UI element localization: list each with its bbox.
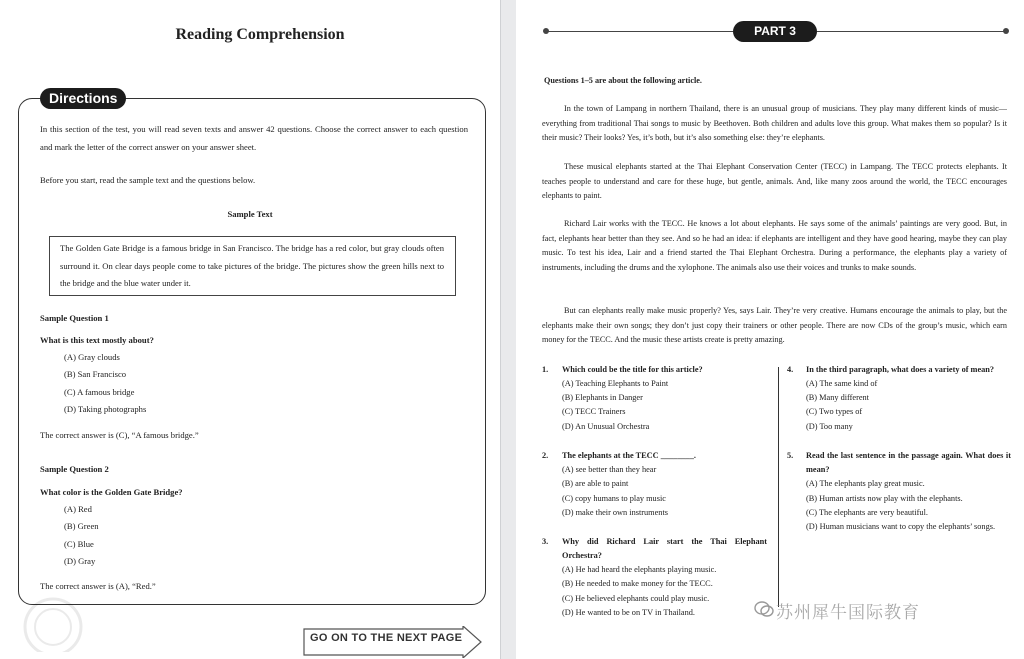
directions-intro: In this section of the test, you will read seven texts and answer 42 questions. Choose the correct answer to each question and mark the letter of the correct answer on your answer sheet. xyxy=(40,124,468,152)
answer-option[interactable]: (B) Elephants in Danger xyxy=(562,393,643,402)
question-text: Why did Richard Lair start the Thai Elephant Orchestra? xyxy=(562,537,767,560)
q1-option: (D) Taking photographs xyxy=(64,404,147,414)
q2-option: (A) Red xyxy=(64,504,92,514)
answer-option[interactable]: (B) Many different xyxy=(806,393,869,402)
page-title: Reading Comprehension xyxy=(175,26,345,43)
go-next-page-label: GO ON TO THE NEXT PAGE xyxy=(310,632,463,644)
watermark-text: 苏州犀牛国际教育 xyxy=(776,603,920,623)
answer-option[interactable]: (C) TECC Trainers xyxy=(562,407,626,416)
q1-option: (C) A famous bridge xyxy=(64,387,135,397)
q1-option: (B) San Francisco xyxy=(64,369,127,379)
answer-option[interactable]: (A) The elephants play great music. xyxy=(806,479,925,488)
sample-question-2-text: What color is the Golden Gate Bridge? xyxy=(40,487,183,497)
q2-option: (D) Gray xyxy=(64,556,96,566)
question-text: In the third paragraph, what does a variety of mean? xyxy=(806,365,995,374)
article-paragraph: In the town of Lampang in northern Thailand, there is an unusual group of musicians. They play many different kinds of music—everything from traditional Thai songs to music by Beethoven. Both children and adults love this group. What makes them so popular? Is it their music? Their looks? Yes, it’s both, but it’s also something else: they’re elephants. xyxy=(542,104,1007,143)
question-number: 4. xyxy=(787,365,794,374)
question-text: The elephants at the TECC ________. xyxy=(562,451,696,460)
header-rule xyxy=(546,31,733,32)
question-number: 1. xyxy=(542,365,549,374)
directions-label: Directions xyxy=(40,88,126,109)
sample-question-1-label: Sample Question 1 xyxy=(40,313,109,323)
answer-option[interactable]: (A) Teaching Elephants to Paint xyxy=(562,379,669,388)
right-page xyxy=(516,0,1024,659)
questions-instruction: Questions 1–5 are about the following article. xyxy=(544,76,702,85)
question-text: Read the last sentence in the passage again. What does it mean? xyxy=(806,451,1011,474)
question-text: Which could be the title for this article? xyxy=(562,365,703,374)
sample-text-heading: Sample Text xyxy=(227,209,273,219)
answer-option[interactable]: (D) make their own instruments xyxy=(562,508,668,517)
question-number: 2. xyxy=(542,451,549,460)
answer-option[interactable]: (C) copy humans to play music xyxy=(562,494,666,503)
sample-text: The Golden Gate Bridge is a famous bridge in San Francisco. The bridge has a red color, but gray clouds often surround it. On clear days people come to take pictures of the bridge. The pictures show the green hills next to the bridge and the blue water under it. xyxy=(60,243,444,288)
wechat-icon xyxy=(754,600,774,618)
decorative-stamp-icon xyxy=(18,592,88,652)
answer-option[interactable]: (A) He had heard the elephants playing music. xyxy=(562,565,717,574)
header-rule xyxy=(817,31,1006,32)
answer-option[interactable]: (B) are able to paint xyxy=(562,479,629,488)
article-paragraph: But can elephants really make music properly? Yes, says Lair. They’re very creative. Humans encourage the animals to play, but the elephants make their own songs; they don’t just copy their trainers or other people. There are now CDs of the group’s music, which earn money for the TECC. And the music these artists create is pretty amazing. xyxy=(542,306,1007,345)
sample-question-2-label: Sample Question 2 xyxy=(40,464,109,474)
question-number: 3. xyxy=(542,537,549,546)
article-paragraph: These musical elephants started at the Thai Elephant Conservation Center (TECC) in Lampang. The TECC protects elephants. It teaches people to understand and care for these huge, but gentle, animals. And, like many zoos around the world, the TECC encourages elephants to paint. xyxy=(542,162,1007,201)
q2-option: (B) Green xyxy=(64,521,99,531)
header-dot xyxy=(1003,28,1009,34)
answer-option[interactable]: (C) The elephants are very beautiful. xyxy=(806,508,928,517)
left-page xyxy=(0,0,501,659)
answer-option[interactable]: (B) He needed to make money for the TECC. xyxy=(562,579,713,588)
part-label: PART 3 xyxy=(733,21,817,42)
answer-option[interactable]: (D) He wanted to be on TV in Thailand. xyxy=(562,608,695,617)
sample-question-1-text: What is this text mostly about? xyxy=(40,335,154,345)
directions-before: Before you start, read the sample text and the questions below. xyxy=(40,175,256,185)
answer-option[interactable]: (D) An Unusual Orchestra xyxy=(562,422,650,431)
q1-option: (A) Gray clouds xyxy=(64,352,120,362)
q2-option: (C) Blue xyxy=(64,539,94,549)
answer-option[interactable]: (A) The same kind of xyxy=(806,379,878,388)
q2-answer: The correct answer is (A), “Red.” xyxy=(40,581,156,591)
answer-option[interactable]: (B) Human artists now play with the elephants. xyxy=(806,494,963,503)
answer-option[interactable]: (C) He believed elephants could play music. xyxy=(562,594,710,603)
answer-option[interactable]: (D) Too many xyxy=(806,422,853,431)
column-divider xyxy=(778,367,779,607)
answer-option[interactable]: (C) Two types of xyxy=(806,407,863,416)
article-paragraph: Richard Lair works with the TECC. He knows a lot about elephants. He says some of the animals’ paintings are very good. But, in fact, elephants hear better than they see. And so he had an idea: if elephants are intelligent and they have good hearing, maybe they can play music. To test his idea, Lair and a friend started the Thai Elephant Orchestra. During a performance, the elephants play a variety of instruments, including the drums and the xylophone. The animals also use their voices and trunks to make sounds. xyxy=(542,219,1007,272)
answer-option[interactable]: (A) see better than they hear xyxy=(562,465,657,474)
q1-answer: The correct answer is (C), “A famous bridge.” xyxy=(40,430,199,440)
question-number: 5. xyxy=(787,451,794,460)
answer-option[interactable]: (D) Human musicians want to copy the elephants’ songs. xyxy=(806,522,996,531)
